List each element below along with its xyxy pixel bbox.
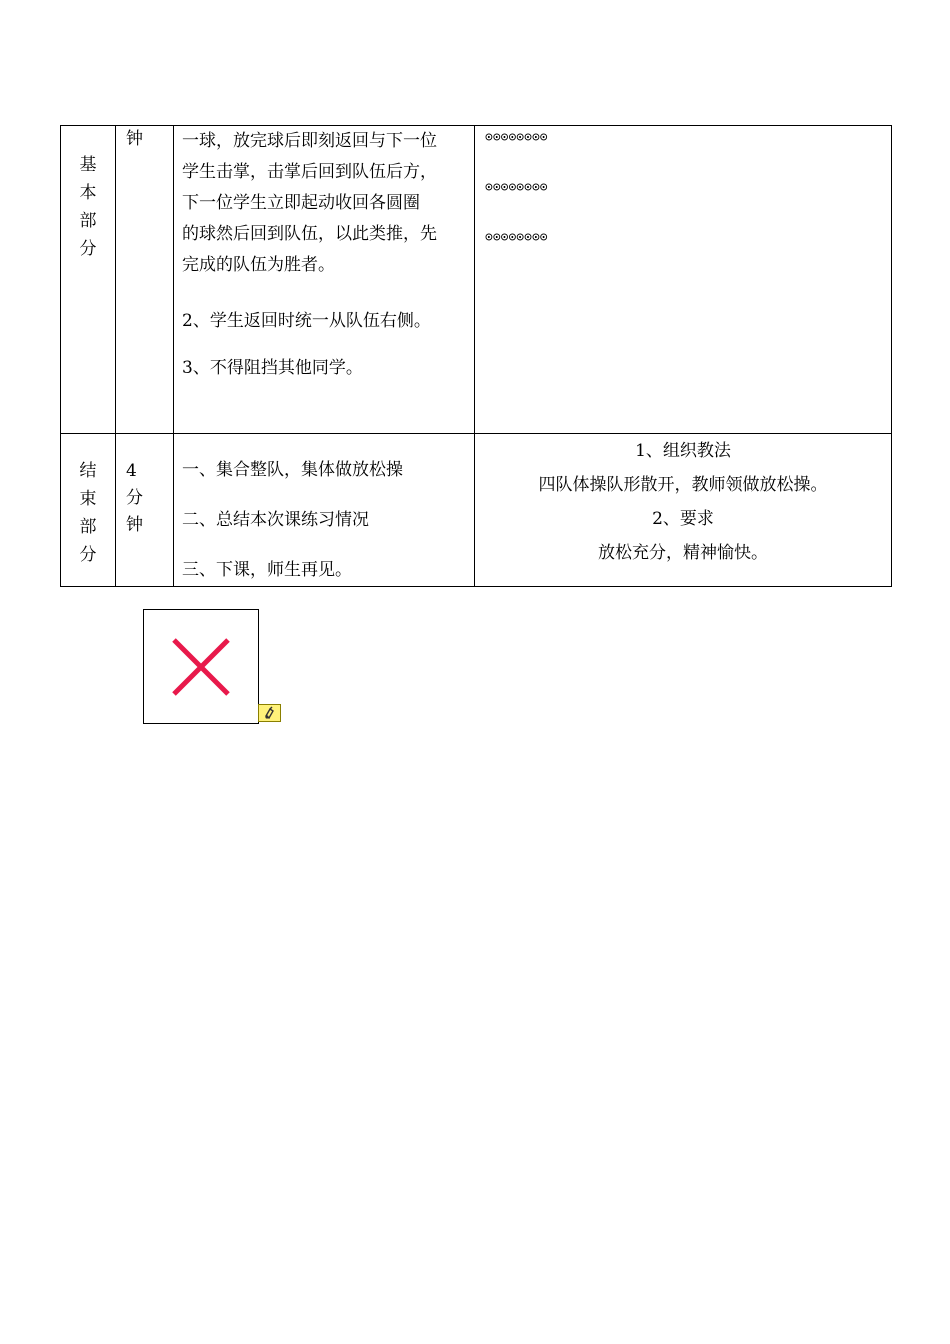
organization-line: 2、要求 [652, 509, 714, 529]
content-line: 下一位学生立即起动收回各圆圈 [182, 193, 420, 213]
basic-section-name-char: 分 [79, 239, 97, 259]
content-line: 2、学生返回时统一从队伍右侧。 [182, 311, 431, 331]
basic-time-char: 钟 [126, 129, 143, 149]
closing-section-name-char: 结 [79, 461, 97, 481]
closing-section-name-char: 束 [79, 489, 97, 509]
basic-section-name-char: 基 [79, 155, 97, 175]
content-line: 学生击掌，击掌后回到队伍后方， [182, 162, 437, 182]
content-line: 完成的队伍为胜者。 [182, 255, 335, 275]
content-line: 一球，放完球后即刻返回与下一位 [182, 131, 437, 151]
formation-row: ⊙⊙⊙⊙⊙⊙⊙⊙ [485, 130, 548, 145]
basic-section-time [116, 126, 174, 434]
closing-section-name [61, 434, 116, 587]
content-line: 二、总结本次课练习情况 [182, 510, 369, 530]
closing-section-name-char: 部 [79, 517, 97, 537]
content-line: 3、不得阻挡其他同学。 [182, 358, 363, 378]
broken-image-placeholder [143, 609, 259, 724]
organization-line: 四队体操队形散开，教师领做放松操。 [538, 475, 828, 495]
closing-section-name-char: 分 [79, 545, 97, 565]
closing-section-row [61, 434, 892, 587]
formation-row: ⊙⊙⊙⊙⊙⊙⊙⊙ [485, 230, 548, 245]
content-line: 一、集合整队，集体做放松操 [182, 460, 403, 480]
basic-section-name [61, 126, 116, 434]
basic-section-name-char: 部 [79, 211, 97, 231]
red-x-icon [144, 610, 258, 723]
closing-time-char: 钟 [126, 515, 143, 535]
closing-time-char: 分 [126, 488, 143, 508]
basic-section-content [174, 126, 475, 434]
content-line: 三、下课，师生再见。 [182, 560, 352, 580]
closing-section-organization [475, 434, 892, 587]
refresh-link-icon [259, 705, 280, 721]
organization-line: 1、组织教法 [635, 441, 731, 461]
organization-line: 放松充分，精神愉快。 [598, 543, 768, 563]
basic-section-organization [475, 126, 892, 434]
content-line: 的球然后回到队伍，以此类推，先 [182, 224, 437, 244]
basic-section-row [61, 126, 892, 434]
formation-row: ⊙⊙⊙⊙⊙⊙⊙⊙ [485, 180, 548, 195]
closing-section-time [116, 434, 174, 587]
basic-section-name-char: 本 [79, 183, 97, 203]
link-badge-icon[interactable] [258, 704, 281, 722]
closing-section-content [174, 434, 475, 587]
closing-time-char: 4 [126, 461, 137, 481]
lesson-plan-table [60, 125, 892, 587]
